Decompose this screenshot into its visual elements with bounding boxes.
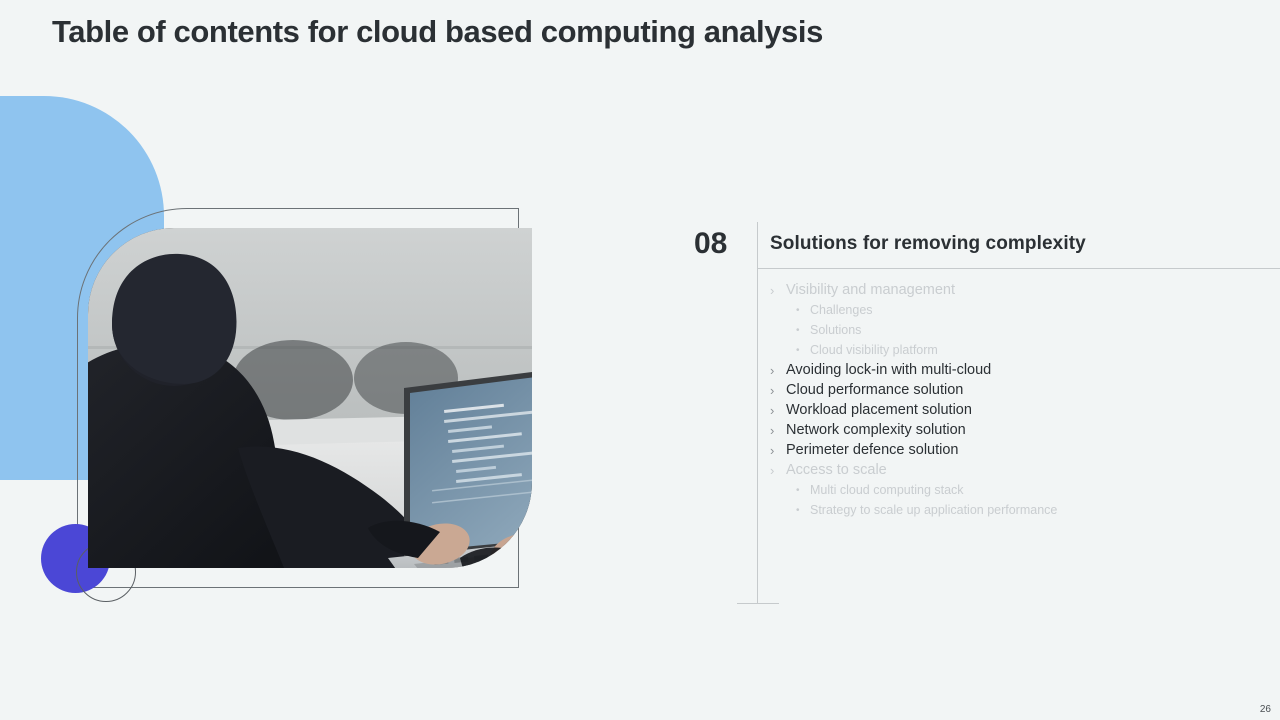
list-item-label: Cloud performance solution xyxy=(786,382,964,398)
list-item-label: Workload placement solution xyxy=(786,402,972,418)
bullet-icon: • xyxy=(796,485,800,496)
bullet-icon: › xyxy=(770,383,775,398)
bullet-icon: › xyxy=(770,463,775,478)
list-item-label: Challenges xyxy=(810,303,873,317)
horizontal-divider-top xyxy=(757,268,1280,269)
list-item[interactable] xyxy=(770,401,1280,420)
bullet-icon: • xyxy=(796,345,800,356)
list-item[interactable] xyxy=(770,281,1280,300)
list-item[interactable] xyxy=(770,461,1280,480)
vertical-divider xyxy=(757,222,758,604)
person-typing-on-laptop-photo xyxy=(88,228,532,568)
list-item-label: Avoiding lock-in with multi-cloud xyxy=(786,362,992,378)
list-item[interactable] xyxy=(770,441,1280,460)
section-heading: Solutions for removing complexity xyxy=(770,233,1086,254)
list-item-label: Multi cloud computing stack xyxy=(810,483,964,497)
list-item[interactable] xyxy=(796,321,1280,340)
list-item-label: Solutions xyxy=(810,323,862,337)
bullet-icon: • xyxy=(796,305,800,316)
list-item-label: Visibility and management xyxy=(786,282,955,298)
list-item[interactable] xyxy=(796,341,1280,360)
bullet-icon: › xyxy=(770,363,775,378)
bullet-icon: • xyxy=(796,325,800,336)
list-item[interactable] xyxy=(796,301,1280,320)
page-number: 26 xyxy=(1259,704,1271,715)
bullet-icon: • xyxy=(796,505,800,516)
list-item[interactable] xyxy=(796,481,1280,500)
table-of-contents-list xyxy=(770,281,1280,521)
section-number: 08 xyxy=(694,227,728,260)
list-item[interactable] xyxy=(796,501,1280,520)
bullet-icon: › xyxy=(770,443,775,458)
bullet-icon: › xyxy=(770,403,775,418)
bullet-icon: › xyxy=(770,283,775,298)
list-item[interactable] xyxy=(770,361,1280,380)
list-item-label: Cloud visibility platform xyxy=(810,343,938,357)
horizontal-divider-bottom xyxy=(737,603,779,604)
list-item-label: Network complexity solution xyxy=(786,422,966,438)
list-item[interactable] xyxy=(770,421,1280,440)
list-item-label: Strategy to scale up application performance xyxy=(810,503,1058,517)
list-item-label: Access to scale xyxy=(786,462,887,478)
list-item[interactable] xyxy=(770,381,1280,400)
list-item-label: Perimeter defence solution xyxy=(786,442,959,458)
bullet-icon: › xyxy=(770,423,775,438)
page-title: Table of contents for cloud based computing analysis xyxy=(52,14,823,49)
